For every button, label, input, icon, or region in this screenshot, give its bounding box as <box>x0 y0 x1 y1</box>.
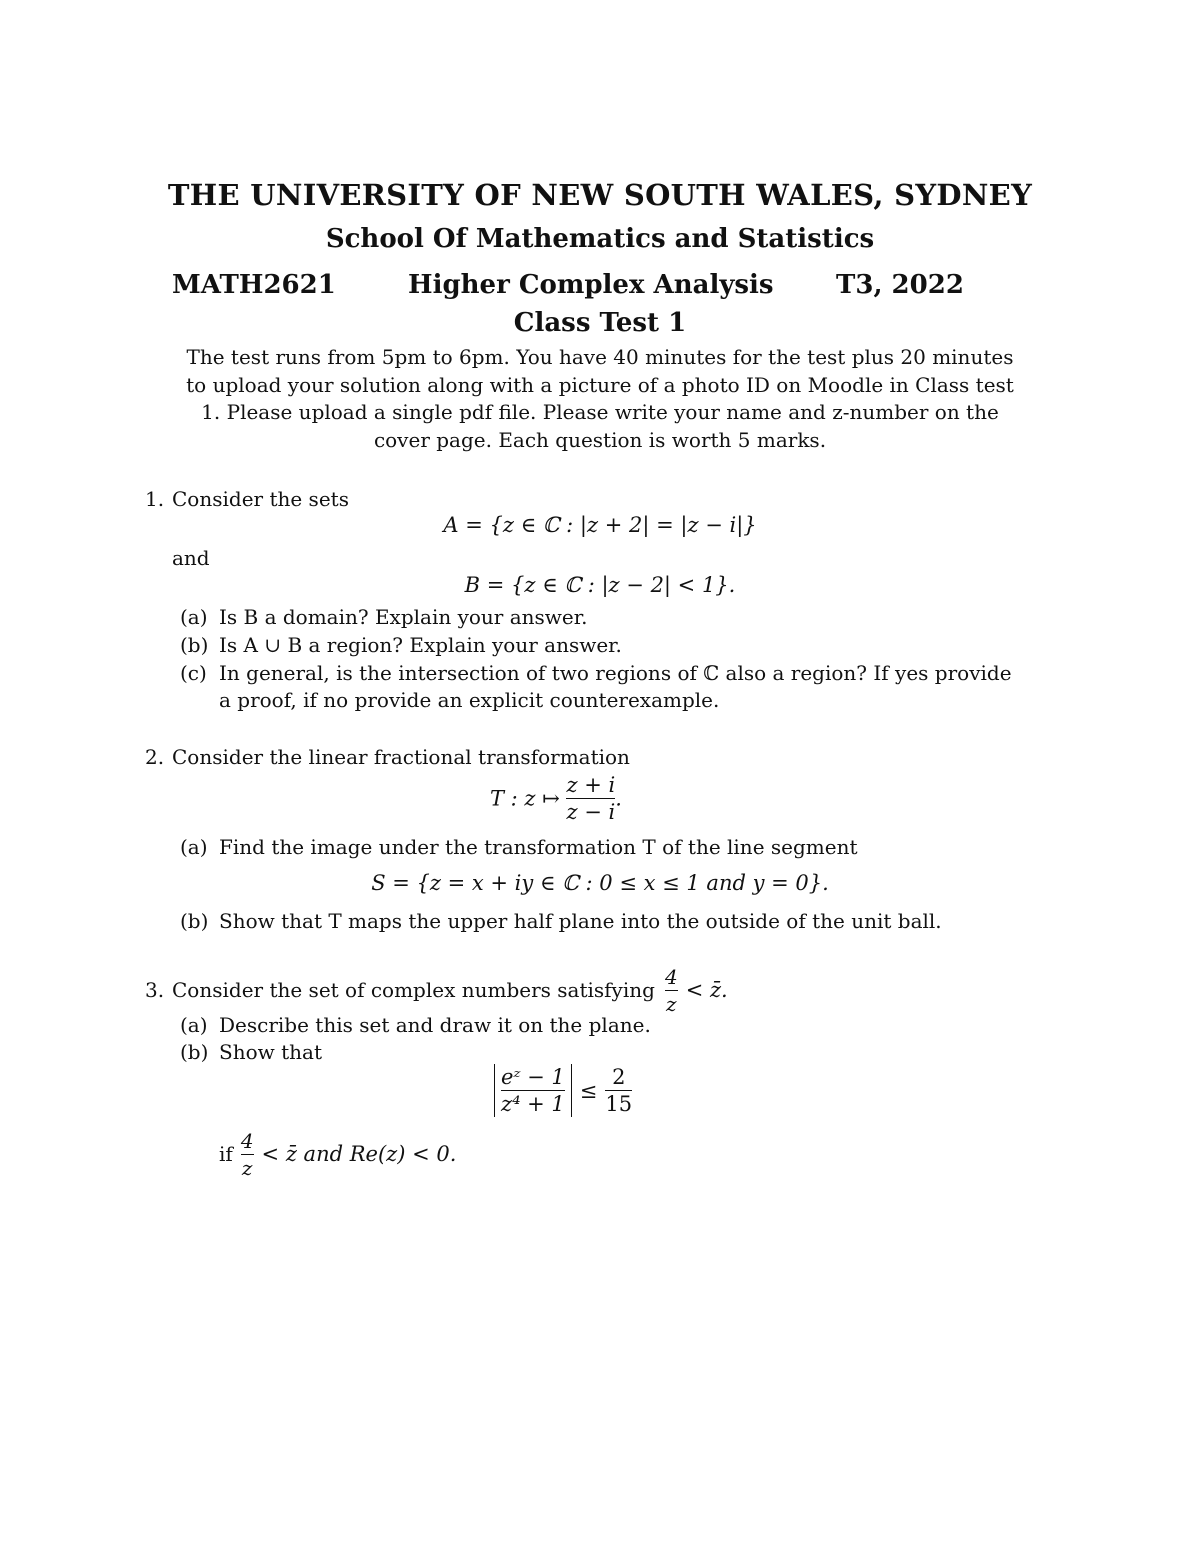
q3-condition-numerator: 4 <box>664 964 678 989</box>
q3a-label: (a) <box>180 1013 208 1037</box>
q3-absolute-value <box>494 1064 572 1117</box>
instructions-line: cover page. Each question is worth 5 marks. <box>373 427 827 452</box>
q3-bound-fraction <box>605 1064 632 1117</box>
q2-map-fraction <box>566 772 615 825</box>
q3-inequality-numerator: eᶻ − 1 <box>501 1065 565 1089</box>
school-name: School Of Mathematics and Statistics <box>325 224 875 254</box>
q3-condition-fraction <box>665 964 678 1017</box>
instructions-line: The test runs from 5pm to 6pm. You have 40 minutes for the test plus 20 minutes <box>186 345 1014 369</box>
instructions <box>0 344 1200 454</box>
q3-if-condition <box>219 1126 456 1182</box>
q2-text: Consider the linear fractional transformation <box>172 745 630 769</box>
q3-if-denominator: z <box>241 1155 253 1180</box>
q1-and: and <box>172 546 210 570</box>
university-title: THE UNIVERSITY OF NEW SOUTH WALES, SYDNEY <box>167 178 1033 212</box>
course-name: Higher Complex Analysis <box>408 270 774 300</box>
instructions-line: 1. Please upload a single pdf file. Please write your name and z-number on the <box>201 400 999 424</box>
q3b-label: (b) <box>180 1040 209 1064</box>
q3-if-numerator: 4 <box>240 1128 254 1153</box>
q3-number: 3. <box>145 978 165 1002</box>
q1-set-a: A = {z ∈ ℂ : |z + 2| = |z − i|} <box>443 513 757 537</box>
q2-map-numerator: z + i <box>566 773 616 797</box>
q3-if-label: if <box>219 1142 233 1166</box>
q3a-text: Describe this set and draw it on the plane. <box>219 1013 651 1037</box>
term: T3, 2022 <box>836 270 964 300</box>
q3-condition-rhs: < z̄. <box>685 978 728 1002</box>
course-code: MATH2621 <box>172 270 336 300</box>
q2a-text: Find the image under the transformation T of the line segment <box>219 835 858 859</box>
q2-number: 2. <box>145 745 165 769</box>
q2-transformation <box>490 772 622 825</box>
q1b-text: Is A ∪ B a region? Explain your answer. <box>219 633 622 657</box>
q2b-label: (b) <box>180 909 209 933</box>
q1-number: 1. <box>145 487 165 511</box>
q3b-text: Show that <box>219 1040 322 1064</box>
q2a-label: (a) <box>180 835 208 859</box>
q1-text: Consider the sets <box>172 487 349 511</box>
q1c-text-line2: a proof, if no provide an explicit counterexample. <box>219 688 720 712</box>
q1a-label: (a) <box>180 605 208 629</box>
q3-text: Consider the set of complex numbers satisfying <box>172 978 655 1002</box>
q3-statement <box>172 960 728 1020</box>
q3-inequality-operator: ≤ <box>579 1078 598 1103</box>
q2-map-end: . <box>615 786 622 811</box>
q1c-text-line1: In general, is the intersection of two regions of ℂ also a region? If yes provide <box>219 661 1012 685</box>
q1c-label: (c) <box>180 661 207 685</box>
q2-map-lhs: T : z ↦ <box>490 786 560 811</box>
q2b-text: Show that T maps the upper half plane into the outside of the unit ball. <box>219 909 942 933</box>
q3-inequality-denominator: z⁴ + 1 <box>501 1092 565 1116</box>
q2-map-denominator: z − i <box>566 800 616 824</box>
q3-if-fraction <box>241 1128 254 1181</box>
q2-segment: S = {z = x + iy ∈ ℂ : 0 ≤ x ≤ 1 and y = 0}. <box>371 871 829 895</box>
q1a-text: Is B a domain? Explain your answer. <box>219 605 588 629</box>
q3-bound-numerator: 2 <box>612 1065 626 1089</box>
q1b-label: (b) <box>180 633 209 657</box>
q3-if-rest: < z̄ and Re(z) < 0. <box>261 1142 457 1166</box>
q1-set-b: B = {z ∈ ℂ : |z − 2| < 1}. <box>464 573 736 597</box>
test-title: Class Test 1 <box>513 308 687 338</box>
q3-bound-denominator: 15 <box>605 1092 633 1116</box>
instructions-line: to upload your solution along with a picture of a photo ID on Moodle in Class test <box>186 372 1014 397</box>
q3-inequality <box>494 1064 632 1117</box>
q3-condition-denominator: z <box>666 991 677 1016</box>
q3-inequality-fraction <box>501 1064 565 1117</box>
